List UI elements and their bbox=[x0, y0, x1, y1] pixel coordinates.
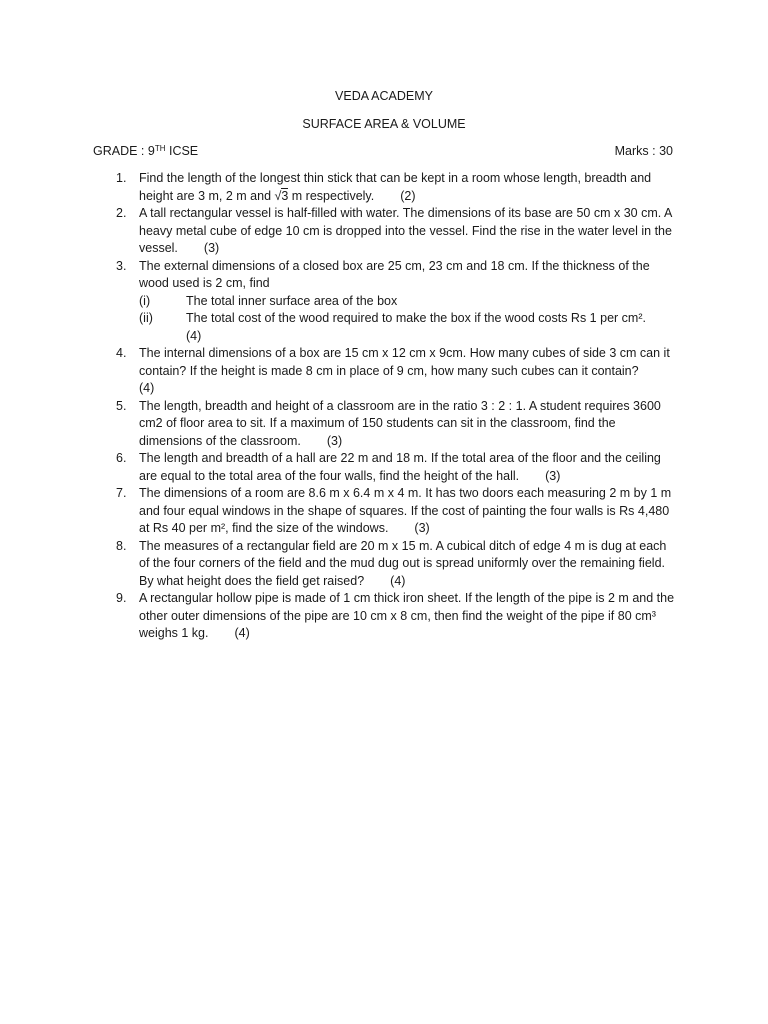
sub-question-text: The total cost of the wood required to make the box if the wood costs Rs 1 per cm². bbox=[186, 311, 646, 325]
question-points: (2) bbox=[400, 188, 416, 203]
sqrt-symbol bbox=[275, 188, 289, 206]
question-number: 4. bbox=[116, 346, 127, 360]
question-7 bbox=[116, 485, 676, 538]
question-number: 7. bbox=[116, 486, 127, 500]
question-9 bbox=[116, 590, 676, 643]
worksheet-topic: SURFACE AREA & VOLUME bbox=[302, 117, 466, 131]
school-name: VEDA ACADEMY bbox=[335, 89, 433, 103]
question-text: The length, breadth and height of a classroom are in the ratio 3 : 2 : 1. A student requires 3600 cm2 of floor area to sit. If a maximum of 150 students can sit in the classroom, find the dimensions of the classroom. bbox=[139, 398, 661, 448]
question-number: 6. bbox=[116, 451, 127, 465]
sub-question-i bbox=[139, 293, 676, 311]
question-2 bbox=[116, 205, 676, 258]
sub-question-number: (i) bbox=[139, 293, 151, 308]
sub-question-number: (ii) bbox=[139, 311, 153, 325]
grade-superscript: TH bbox=[154, 144, 166, 153]
radicand: 3 bbox=[281, 188, 289, 203]
question-4 bbox=[116, 345, 676, 398]
question-number: 9. bbox=[116, 591, 127, 605]
question-text: The dimensions of a room are 8.6 m x 6.4 m x 4 m. It has two doors each measuring 2 m by 1 m and four equal windows in the shape of squares. If the cost of painting the four walls is Rs 4,480 at Rs 40 per m², find the size of the windows. bbox=[139, 486, 672, 535]
question-points: (3) bbox=[326, 433, 343, 448]
grade-prefix: GRADE : 9 bbox=[93, 144, 155, 158]
question-6 bbox=[116, 450, 676, 485]
question-text: The measures of a rectangular field are 20 m x 15 m. A cubical ditch of edge 4 m is dug at each of the four corners of the field and the mud dug out is spread uniformly over the remaining field. By what height does the field get raised? bbox=[139, 538, 667, 588]
question-list bbox=[116, 170, 676, 643]
question-text: Find the length of the longest thin stick that can be kept in a room whose length, breadth and height are 3 m, 2 m and bbox=[139, 171, 652, 203]
question-text-cont: m respectively. bbox=[288, 188, 375, 203]
question-points: (4) bbox=[234, 626, 250, 640]
total-marks: Marks : 30 bbox=[614, 144, 673, 158]
question-number: 1. bbox=[116, 171, 127, 185]
question-8 bbox=[116, 538, 676, 591]
sub-question-ii bbox=[139, 310, 676, 328]
question-text: The length and breadth of a hall are 22 m and 18 m. If the total area of the floor and the ceiling are equal to the total area of the four walls, find the height of the hall. bbox=[139, 451, 661, 483]
question-points: (3) bbox=[414, 521, 430, 535]
question-text: A rectangular hollow pipe is made of 1 cm thick iron sheet. If the length of the pipe is 2 m and the other outer dimensions of the pipe are 10 cm x 8 cm, then find the weight of the pipe if 80 cm³ weighs 1 kg. bbox=[139, 591, 675, 640]
sub-question-points-row bbox=[139, 328, 676, 346]
question-number: 8. bbox=[116, 538, 127, 553]
question-points: (3) bbox=[545, 468, 561, 483]
question-number: 5. bbox=[116, 398, 127, 413]
question-points: (4) bbox=[139, 381, 155, 395]
question-1 bbox=[116, 170, 676, 205]
question-3 bbox=[116, 258, 676, 346]
grade-suffix: ICSE bbox=[165, 144, 199, 158]
question-number: 3. bbox=[116, 258, 127, 273]
question-text: A tall rectangular vessel is half-filled with water. The dimensions of its base are 50 cm x 30 cm. A heavy metal cube of edge 10 cm is dropped into the vessel. Find the rise in the water level in the vessel. bbox=[139, 206, 672, 255]
question-5 bbox=[116, 398, 676, 451]
grade-label bbox=[93, 143, 198, 161]
question-text: The external dimensions of a closed box are 25 cm, 23 cm and 18 cm. If the thickness of the wood used is 2 cm, find bbox=[139, 258, 650, 290]
question-text: The internal dimensions of a box are 15 cm x 12 cm x 9cm. How many cubes of side 3 cm can it contain? If the height is made 8 cm in place of 9 cm, how many such cubes can it contain? bbox=[139, 346, 670, 378]
question-points: (4) bbox=[390, 573, 406, 588]
question-points: (4) bbox=[186, 328, 202, 343]
question-number: 2. bbox=[116, 206, 127, 220]
question-points: (3) bbox=[203, 241, 220, 255]
sub-question-text: The total inner surface area of the box bbox=[186, 293, 398, 308]
radical-sign: √ bbox=[274, 188, 282, 203]
